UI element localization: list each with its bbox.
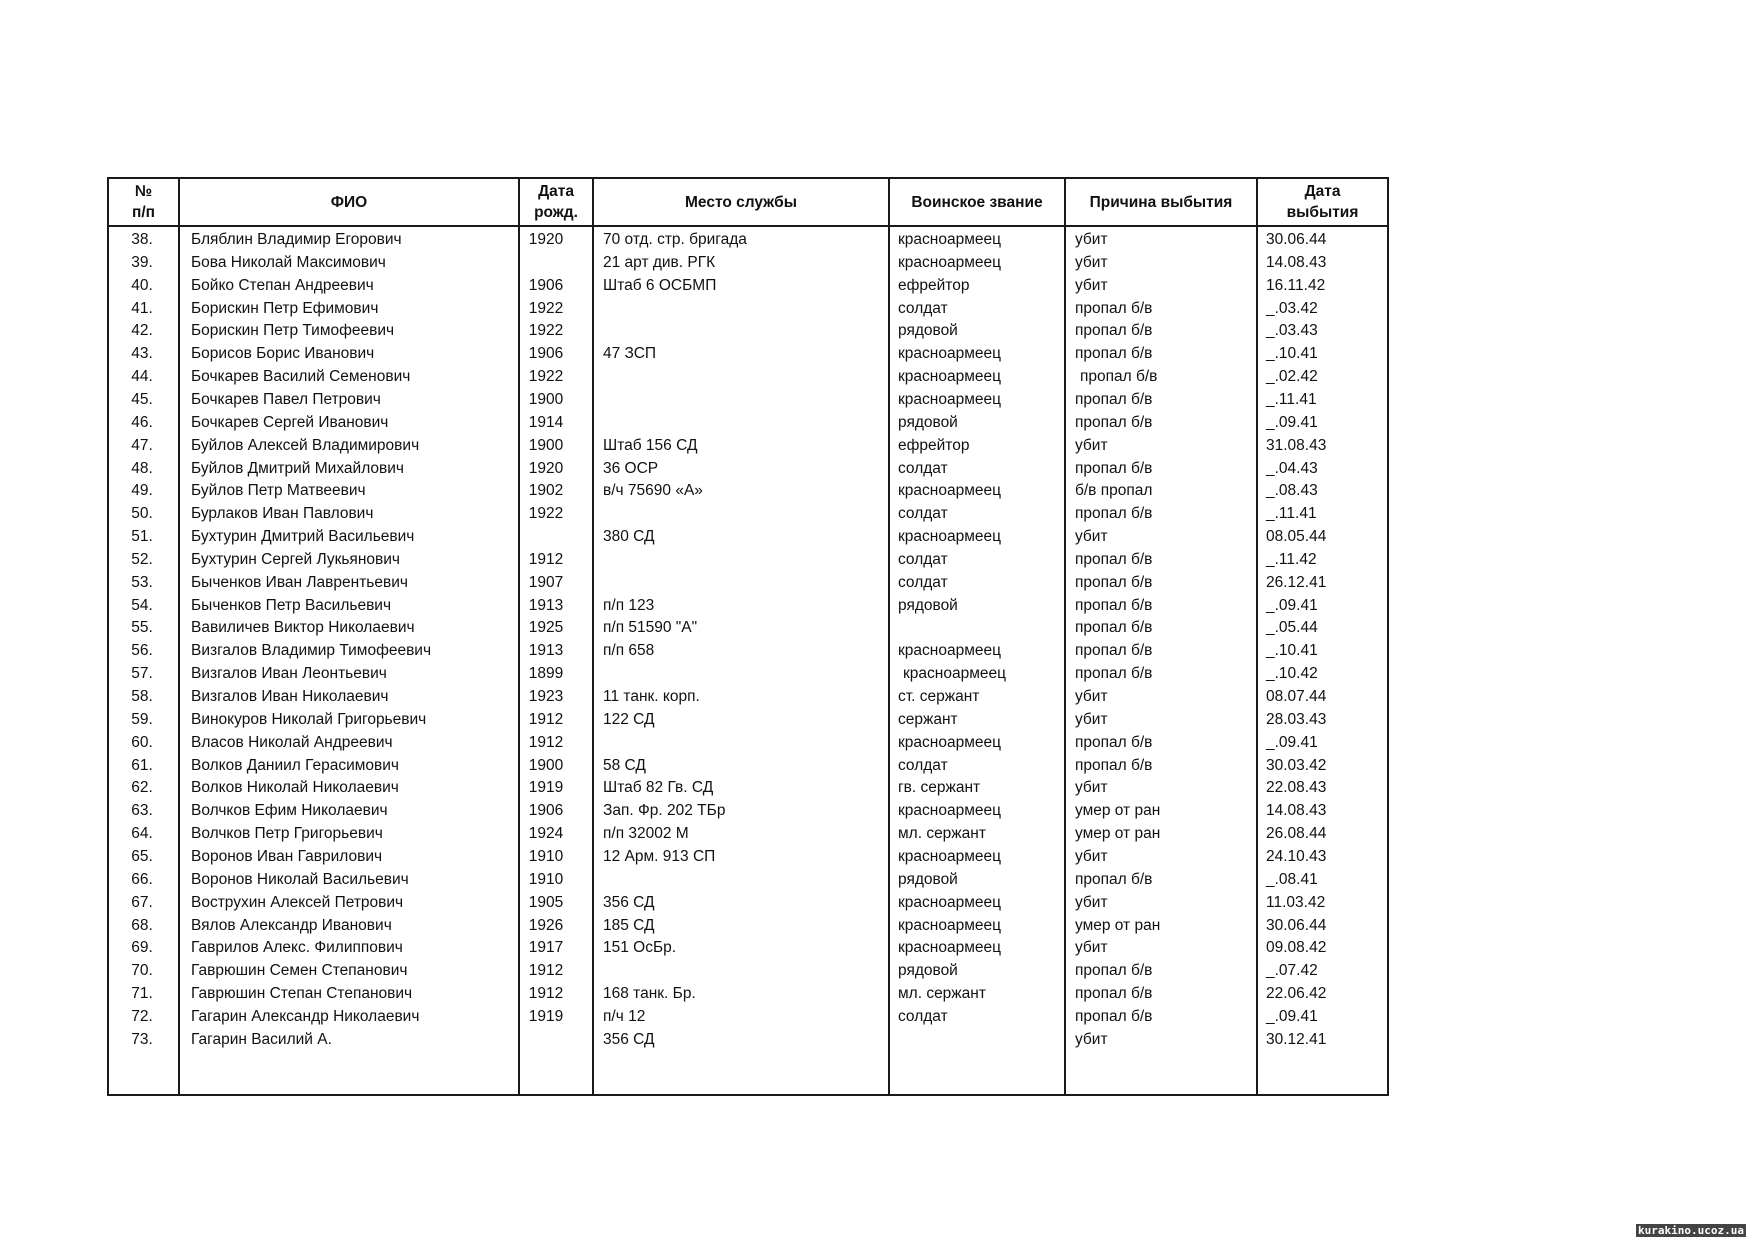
- row-date: _.09.41: [1266, 596, 1318, 614]
- row-place: 12 Арм. 913 СП: [603, 847, 716, 865]
- row-rank: мл. сержант: [898, 825, 986, 843]
- table-row: [109, 845, 1387, 868]
- table-row: [109, 251, 1387, 274]
- row-name: Волчков Петр Григорьевич: [191, 825, 383, 843]
- row-reason: пропал б/в: [1075, 550, 1153, 568]
- table-row: [109, 342, 1387, 365]
- row-date: 22.08.43: [1266, 779, 1327, 797]
- row-birth-year: 1922: [528, 368, 564, 386]
- row-number: 55.: [131, 619, 153, 637]
- row-birth-year: 1912: [528, 962, 564, 980]
- table-row: [109, 616, 1387, 639]
- row-place: 36 ОСР: [603, 459, 659, 477]
- row-place: 70 отд. стр. бригада: [603, 231, 747, 248]
- header-date: [1258, 179, 1387, 225]
- row-number: 51.: [131, 528, 153, 546]
- row-birth-year: 1919: [528, 1007, 564, 1025]
- header-reason-label: Причина выбытия: [1089, 193, 1233, 211]
- row-date: _.09.41: [1266, 413, 1318, 431]
- row-rank: красноармеец: [898, 847, 1001, 865]
- row-name: Вялов Александр Иванович: [191, 916, 392, 934]
- table-row: [109, 365, 1387, 388]
- row-rank: сержант: [898, 710, 958, 728]
- row-birth-year: 1912: [528, 733, 564, 751]
- row-date: 16.11.42: [1266, 276, 1326, 294]
- row-number: 45.: [131, 390, 153, 408]
- row-rank: красноармеец: [898, 893, 1001, 911]
- row-rank: ефрейтор: [898, 436, 970, 454]
- row-name: Бурлаков Иван Павлович: [191, 505, 374, 523]
- row-date: 26.12.41: [1266, 573, 1327, 591]
- row-rank: солдат: [898, 459, 948, 477]
- row-number: 73.: [131, 1030, 153, 1048]
- table-row: [109, 411, 1387, 434]
- row-rank: солдат: [898, 505, 948, 523]
- row-rank: красноармеец: [898, 642, 1001, 660]
- row-place: Зап. Фр. 202 ТБр: [603, 802, 726, 820]
- row-date: 30.06.44: [1266, 916, 1327, 934]
- table-row: [109, 822, 1387, 845]
- row-reason: пропал б/в: [1075, 596, 1153, 614]
- row-number: 69.: [131, 939, 153, 957]
- row-date: _.08.41: [1266, 870, 1318, 888]
- row-name: Визгалов Владимир Тимофеевич: [191, 642, 432, 660]
- row-birth-year: 1923: [528, 688, 564, 705]
- row-place: п/п 658: [603, 642, 655, 660]
- row-date: 14.08.43: [1266, 802, 1327, 820]
- table-row: [109, 388, 1387, 411]
- row-date: 09.08.42: [1266, 939, 1327, 957]
- table-row: [109, 228, 1387, 251]
- row-name: Визгалов Иван Николаевич: [191, 688, 389, 705]
- row-place: п/п 32002 М: [603, 825, 689, 843]
- row-name: Буйлов Дмитрий Михайлович: [191, 459, 405, 477]
- row-date: 30.06.44: [1266, 231, 1327, 248]
- row-number: 46.: [131, 413, 153, 431]
- row-birth-year: 1907: [528, 573, 564, 591]
- row-date: _.03.42: [1266, 299, 1318, 317]
- table-row: [109, 1028, 1387, 1051]
- row-birth-year: 1910: [528, 847, 564, 865]
- row-date: _.09.41: [1266, 733, 1318, 751]
- row-reason: убит: [1075, 779, 1108, 797]
- row-rank: красноармеец: [898, 253, 1001, 271]
- row-birth-year: 1922: [528, 322, 564, 340]
- row-rank: ефрейтор: [898, 276, 970, 294]
- row-name: Воронов Николай Васильевич: [191, 870, 409, 888]
- row-reason: убит: [1075, 231, 1108, 248]
- row-name: Бочкарев Сергей Иванович: [191, 413, 389, 431]
- row-number: 53.: [131, 573, 153, 591]
- table-row: [109, 434, 1387, 457]
- row-name: Волков Николай Николаевич: [191, 779, 399, 797]
- row-number: 72.: [131, 1007, 153, 1025]
- header-number-line2: п/п: [131, 204, 156, 221]
- row-birth-year: 1902: [528, 482, 564, 500]
- row-place: 151 ОсБр.: [603, 939, 677, 957]
- header-name-label: ФИО: [330, 193, 368, 211]
- header-rank: [890, 179, 1064, 225]
- table-row: [109, 479, 1387, 502]
- row-rank: солдат: [898, 756, 948, 774]
- row-birth-year: 1926: [528, 916, 564, 934]
- row-rank: ст. сержант: [898, 688, 980, 705]
- row-reason: убит: [1075, 1030, 1108, 1048]
- row-date: 30.12.41: [1266, 1030, 1327, 1048]
- table-row: [109, 959, 1387, 982]
- row-birth-year: 1905: [528, 893, 564, 911]
- row-rank: рядовой: [898, 322, 958, 340]
- row-name: Винокуров Николай Григорьевич: [191, 710, 427, 728]
- row-number: 57.: [131, 665, 153, 683]
- row-name: Бухтурин Дмитрий Васильевич: [191, 528, 415, 546]
- row-name: Буйлов Алексей Владимирович: [191, 436, 420, 454]
- row-date: 30.03.42: [1266, 756, 1327, 774]
- row-rank: красноармеец: [898, 528, 1001, 546]
- row-number: 64.: [131, 825, 153, 843]
- casualty-table: [107, 177, 1389, 1096]
- row-date: _.03.43: [1266, 322, 1318, 340]
- row-place: п/п 123: [603, 596, 655, 614]
- row-reason: пропал б/в: [1075, 413, 1153, 431]
- header-place: [594, 179, 888, 225]
- table-row: [109, 754, 1387, 777]
- row-number: 56.: [131, 642, 153, 660]
- row-number: 47.: [131, 436, 153, 454]
- header-birth-line1: Дата: [538, 183, 574, 200]
- row-number: 68.: [131, 916, 153, 934]
- row-birth-year: 1906: [528, 276, 564, 294]
- table-row: [109, 548, 1387, 571]
- row-number: 65.: [131, 847, 153, 865]
- row-rank: красноармеец: [898, 231, 1001, 248]
- header-birth: [520, 179, 592, 225]
- row-date: _.04.43: [1266, 459, 1318, 477]
- row-name: Быченков Иван Лаврентьевич: [191, 573, 408, 591]
- row-birth-year: 1925: [528, 619, 564, 637]
- row-birth-year: 1912: [528, 710, 564, 728]
- row-number: 54.: [131, 596, 153, 614]
- row-number: 38.: [131, 231, 153, 248]
- row-place: 122 СД: [603, 710, 655, 728]
- row-reason: убит: [1075, 710, 1108, 728]
- row-rank: рядовой: [898, 962, 958, 980]
- row-date: 26.08.44: [1266, 825, 1327, 843]
- row-name: Власов Николай Андреевич: [191, 733, 393, 751]
- row-reason: умер от ран: [1075, 802, 1161, 820]
- row-date: 14.08.43: [1266, 253, 1327, 271]
- table-row: [109, 914, 1387, 937]
- row-reason: пропал б/в: [1080, 368, 1158, 386]
- row-name: Бляблин Владимир Егорович: [191, 231, 402, 248]
- row-birth-year: 1910: [528, 870, 564, 888]
- row-name: Волков Даниил Герасимович: [191, 756, 399, 774]
- row-name: Борискин Петр Тимофеевич: [191, 322, 395, 340]
- row-rank: красноармеец: [903, 665, 1006, 683]
- header-name: [180, 179, 518, 225]
- table-row: [109, 685, 1387, 708]
- row-name: Визгалов Иван Леонтьевич: [191, 665, 387, 683]
- row-birth-year: 1922: [528, 505, 564, 523]
- row-rank: красноармеец: [898, 482, 1001, 500]
- row-rank: солдат: [898, 550, 948, 568]
- row-number: 71.: [131, 985, 153, 1003]
- row-rank: мл. сержант: [898, 985, 986, 1003]
- row-name: Гагарин Василий А.: [191, 1030, 332, 1048]
- row-rank: рядовой: [898, 870, 958, 888]
- row-reason: пропал б/в: [1075, 1007, 1153, 1025]
- table-row: [109, 457, 1387, 480]
- row-date: _.09.41: [1266, 1007, 1318, 1025]
- row-name: Бова Николай Максимович: [191, 253, 386, 271]
- row-rank: красноармеец: [898, 916, 1001, 934]
- row-place: 21 арт див. РГК: [603, 253, 716, 271]
- row-birth-year: 1913: [528, 642, 564, 660]
- row-reason: пропал б/в: [1075, 390, 1153, 408]
- row-number: 43.: [131, 345, 153, 363]
- row-date: 11.03.42: [1266, 893, 1326, 911]
- row-rank: красноармеец: [898, 368, 1001, 386]
- row-reason: пропал б/в: [1075, 962, 1153, 980]
- row-birth-year: 1900: [528, 436, 564, 454]
- header-number: [109, 179, 178, 225]
- row-reason: пропал б/в: [1075, 505, 1153, 523]
- header-divider: [109, 225, 1387, 227]
- row-name: Вострухин Алексей Петрович: [191, 893, 404, 911]
- row-rank: красноармеец: [898, 390, 1001, 408]
- row-reason: убит: [1075, 847, 1108, 865]
- header-date-line1: Дата: [1304, 183, 1341, 200]
- row-name: Гаврюшин Семен Степанович: [191, 962, 408, 980]
- table-row: [109, 708, 1387, 731]
- row-place: в/ч 75690 «А»: [603, 482, 703, 500]
- row-birth-year: 1914: [528, 413, 564, 431]
- row-place: 47 ЗСП: [603, 345, 657, 363]
- row-date: 31.08.43: [1266, 436, 1327, 454]
- row-number: 60.: [131, 733, 153, 751]
- row-birth-year: 1922: [528, 299, 564, 317]
- row-date: _.08.43: [1266, 482, 1318, 500]
- table-row: [109, 662, 1387, 685]
- row-birth-year: 1906: [528, 802, 564, 820]
- header-birth-line2: рожд.: [534, 204, 578, 221]
- row-name: Бухтурин Сергей Лукьянович: [191, 550, 400, 568]
- row-date: 28.03.43: [1266, 710, 1327, 728]
- row-reason: умер от ран: [1075, 825, 1161, 843]
- row-reason: умер от ран: [1075, 916, 1161, 934]
- row-name: Борискин Петр Ефимович: [191, 299, 379, 317]
- row-place: 380 СД: [603, 528, 655, 546]
- row-birth-year: 1912: [528, 985, 564, 1003]
- row-name: Бойко Степан Андреевич: [191, 276, 374, 294]
- row-place: 356 СД: [603, 1030, 655, 1048]
- row-reason: пропал б/в: [1075, 299, 1153, 317]
- row-place: Штаб 6 ОСБМП: [603, 276, 717, 294]
- row-date: 08.05.44: [1266, 528, 1327, 546]
- row-reason: пропал б/в: [1075, 459, 1153, 477]
- row-number: 49.: [131, 482, 153, 500]
- row-reason: пропал б/в: [1075, 573, 1153, 591]
- table-row: [109, 799, 1387, 822]
- row-reason: пропал б/в: [1075, 345, 1153, 363]
- table-row: [109, 594, 1387, 617]
- row-date: _.10.42: [1266, 665, 1318, 683]
- row-reason: пропал б/в: [1075, 619, 1153, 637]
- row-name: Буйлов Петр Матвеевич: [191, 482, 366, 500]
- row-birth-year: 1906: [528, 345, 564, 363]
- row-rank: красноармеец: [898, 802, 1001, 820]
- row-name: Бочкарев Василий Семенович: [191, 368, 411, 386]
- row-number: 39.: [131, 253, 153, 271]
- row-reason: убит: [1075, 276, 1108, 294]
- row-number: 52.: [131, 550, 153, 568]
- row-reason: пропал б/в: [1075, 665, 1153, 683]
- row-name: Вавиличев Виктор Николаевич: [191, 619, 415, 637]
- row-date: _.07.42: [1266, 962, 1318, 980]
- row-reason: убит: [1075, 893, 1108, 911]
- row-name: Волчков Ефим Николаевич: [191, 802, 388, 820]
- row-reason: убит: [1075, 528, 1108, 546]
- row-reason: убит: [1075, 688, 1108, 705]
- table-row: [109, 891, 1387, 914]
- row-birth-year: 1900: [528, 756, 564, 774]
- row-birth-year: 1924: [528, 825, 564, 843]
- row-rank: гв. сержант: [898, 779, 981, 797]
- row-date: _.10.41: [1266, 345, 1318, 363]
- row-date: _.02.42: [1266, 368, 1318, 386]
- watermark: kurakino.ucoz.ua: [1638, 1224, 1744, 1237]
- row-place: п/п 51590 "А": [603, 619, 698, 637]
- row-date: _.11.42: [1266, 550, 1317, 568]
- table-row: [109, 936, 1387, 959]
- row-name: Воронов Иван Гаврилович: [191, 847, 383, 865]
- row-birth-year: 1920: [528, 231, 564, 248]
- row-name: Быченков Петр Васильевич: [191, 596, 392, 614]
- row-name: Бочкарев Павел Петрович: [191, 390, 381, 408]
- row-number: 66.: [131, 870, 153, 888]
- row-birth-year: 1900: [528, 390, 564, 408]
- row-place: 185 СД: [603, 916, 655, 934]
- row-reason: пропал б/в: [1075, 756, 1153, 774]
- row-name: Гаврюшин Степан Степанович: [191, 985, 413, 1003]
- row-name: Борисов Борис Иванович: [191, 345, 375, 363]
- row-rank: рядовой: [898, 596, 958, 614]
- row-birth-year: 1919: [528, 779, 564, 797]
- row-rank: красноармеец: [898, 939, 1001, 957]
- header-place-label: Место службы: [685, 193, 797, 211]
- table-row: [109, 571, 1387, 594]
- row-rank: красноармеец: [898, 733, 1001, 751]
- table-row: [109, 319, 1387, 342]
- row-place: 356 СД: [603, 893, 655, 911]
- row-number: 63.: [131, 802, 153, 820]
- row-place: Штаб 82 Гв. СД: [603, 779, 714, 797]
- row-birth-year: 1912: [528, 550, 564, 568]
- row-place: Штаб 156 СД: [603, 436, 698, 454]
- row-place: 58 СД: [603, 756, 646, 774]
- row-reason: убит: [1075, 436, 1108, 454]
- row-date: 08.07.44: [1266, 688, 1327, 705]
- row-number: 42.: [131, 322, 153, 340]
- row-number: 44.: [131, 368, 153, 386]
- table-row: [109, 525, 1387, 548]
- row-date: _.11.41: [1266, 505, 1317, 523]
- row-rank: солдат: [898, 299, 948, 317]
- table-row: [109, 776, 1387, 799]
- row-number: 67.: [131, 893, 153, 911]
- row-place: 168 танк. Бр.: [603, 985, 696, 1003]
- row-reason: убит: [1075, 253, 1108, 271]
- table-row: [109, 1005, 1387, 1028]
- row-number: 62.: [131, 779, 153, 797]
- row-rank: красноармеец: [898, 345, 1001, 363]
- row-date: _.05.44: [1266, 619, 1318, 637]
- row-reason: б/в пропал: [1075, 482, 1153, 500]
- row-number: 58.: [131, 688, 153, 705]
- row-birth-year: 1920: [528, 459, 564, 477]
- header-reason: [1066, 179, 1256, 225]
- row-birth-year: 1899: [528, 665, 564, 683]
- table-row: [109, 639, 1387, 662]
- row-birth-year: 1917: [528, 939, 564, 957]
- row-rank: солдат: [898, 573, 948, 591]
- row-reason: пропал б/в: [1075, 985, 1153, 1003]
- row-date: 24.10.43: [1266, 847, 1327, 865]
- row-date: _.10.41: [1266, 642, 1318, 660]
- row-name: Гагарин Александр Николаевич: [191, 1007, 420, 1025]
- table-row: [109, 274, 1387, 297]
- row-date: 22.06.42: [1266, 985, 1327, 1003]
- table-row: [109, 297, 1387, 320]
- row-number: 70.: [131, 962, 153, 980]
- row-rank: рядовой: [898, 413, 958, 431]
- row-number: 59.: [131, 710, 153, 728]
- row-number: 61.: [131, 756, 153, 774]
- row-reason: убит: [1075, 939, 1108, 957]
- header-date-line2: выбытия: [1286, 204, 1359, 221]
- table-row: [109, 502, 1387, 525]
- header-rank-label: Воинское звание: [911, 193, 1043, 211]
- row-place: 11 танк. корп.: [603, 688, 700, 705]
- row-name: Гаврилов Алекс. Филиппович: [191, 939, 403, 957]
- row-reason: пропал б/в: [1075, 870, 1153, 888]
- header-number-line1: №: [134, 183, 153, 200]
- row-reason: пропал б/в: [1075, 322, 1153, 340]
- row-number: 48.: [131, 459, 153, 477]
- row-place: п/ч 12: [603, 1007, 646, 1025]
- row-reason: пропал б/в: [1075, 642, 1153, 660]
- table-row: [109, 731, 1387, 754]
- row-number: 40.: [131, 276, 153, 294]
- row-number: 50.: [131, 505, 153, 523]
- table-row: [109, 982, 1387, 1005]
- row-date: _.11.41: [1266, 390, 1317, 408]
- row-birth-year: 1913: [528, 596, 564, 614]
- row-reason: пропал б/в: [1075, 733, 1153, 751]
- row-number: 41.: [131, 299, 153, 317]
- table-row: [109, 868, 1387, 891]
- row-rank: солдат: [898, 1007, 948, 1025]
